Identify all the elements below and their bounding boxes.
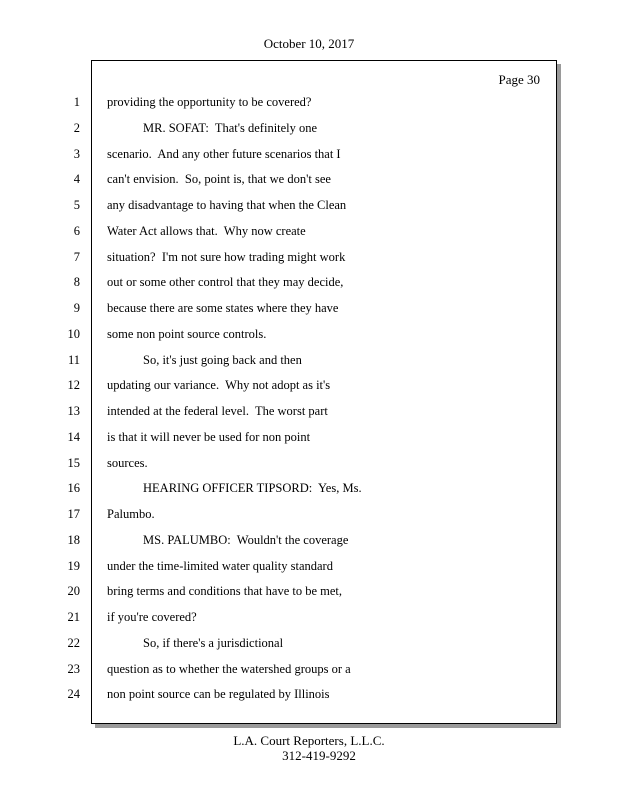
line-number: 1 bbox=[73, 95, 80, 109]
line-number: 12 bbox=[67, 378, 80, 393]
line-number: 21 bbox=[67, 610, 80, 624]
transcript-line: So, it's just going back and then bbox=[143, 352, 302, 367]
line-number: 11 bbox=[67, 352, 80, 367]
transcript-line: bring terms and conditions that have to be met, bbox=[107, 584, 343, 599]
line-number: 17 bbox=[67, 507, 80, 521]
transcript-line: updating our variance. Why not adopt as it's bbox=[107, 378, 331, 393]
line-number: 22 bbox=[67, 635, 80, 650]
line-number: 24 bbox=[67, 687, 80, 702]
transcript-line: is that it will never be used for non point bbox=[107, 429, 311, 444]
line-number: 19 bbox=[67, 558, 80, 573]
transcript-line: situation? I'm not sure how trading might work bbox=[107, 249, 346, 264]
transcript-line: under the time-limited water quality standard bbox=[107, 558, 333, 573]
transcript-line: any disadvantage to having that when the Clean bbox=[107, 198, 347, 212]
line-number: 5 bbox=[73, 198, 80, 212]
line-number: 4 bbox=[73, 172, 80, 187]
line-number: 6 bbox=[73, 223, 80, 238]
line-number: 23 bbox=[67, 661, 80, 676]
header-date: October 10, 2017 bbox=[263, 36, 355, 51]
transcript-line: Palumbo. bbox=[107, 507, 155, 521]
transcript-line: some non point source controls. bbox=[107, 326, 267, 341]
line-number: 14 bbox=[67, 429, 80, 444]
line-number: 20 bbox=[67, 584, 80, 599]
transcript-line: So, if there's a jurisdictional bbox=[143, 635, 284, 650]
transcript-line: sources. bbox=[107, 455, 148, 470]
transcript-line: MR. SOFAT: That's definitely one bbox=[143, 120, 318, 135]
page-number: Page 30 bbox=[498, 72, 540, 87]
line-number: 10 bbox=[67, 326, 80, 341]
line-number: 3 bbox=[73, 146, 80, 161]
line-number: 8 bbox=[73, 275, 80, 290]
transcript-line: question as to whether the watershed groups or a bbox=[107, 661, 351, 676]
line-number: 2 bbox=[73, 120, 80, 135]
transcript-line: providing the opportunity to be covered? bbox=[107, 95, 312, 109]
line-number: 18 bbox=[67, 532, 80, 547]
line-number: 9 bbox=[73, 301, 80, 315]
transcript-line: can't envision. So, point is, that we don't see bbox=[107, 172, 331, 187]
line-number: 7 bbox=[73, 249, 80, 264]
transcript-line: if you're covered? bbox=[107, 610, 197, 624]
transcript-line: MS. PALUMBO: Wouldn't the coverage bbox=[143, 532, 349, 547]
transcript-line: scenario. And any other future scenarios that I bbox=[107, 146, 341, 161]
transcript-line: because there are some states where they have bbox=[107, 301, 339, 315]
line-number: 15 bbox=[67, 455, 80, 470]
footer-phone: 312-419-9292 bbox=[282, 748, 356, 763]
transcript-line: out or some other control that they may decide, bbox=[107, 275, 344, 290]
transcript-line: HEARING OFFICER TIPSORD: Yes, Ms. bbox=[143, 481, 362, 496]
transcript-line: non point source can be regulated by Illinois bbox=[107, 687, 330, 702]
transcript-line: intended at the federal level. The worst part bbox=[107, 404, 328, 418]
transcript-line: Water Act allows that. Why now create bbox=[107, 223, 306, 238]
footer-company: L.A. Court Reporters, L.L.C. bbox=[233, 733, 385, 748]
line-number: 13 bbox=[67, 404, 80, 418]
line-number: 16 bbox=[67, 481, 80, 496]
